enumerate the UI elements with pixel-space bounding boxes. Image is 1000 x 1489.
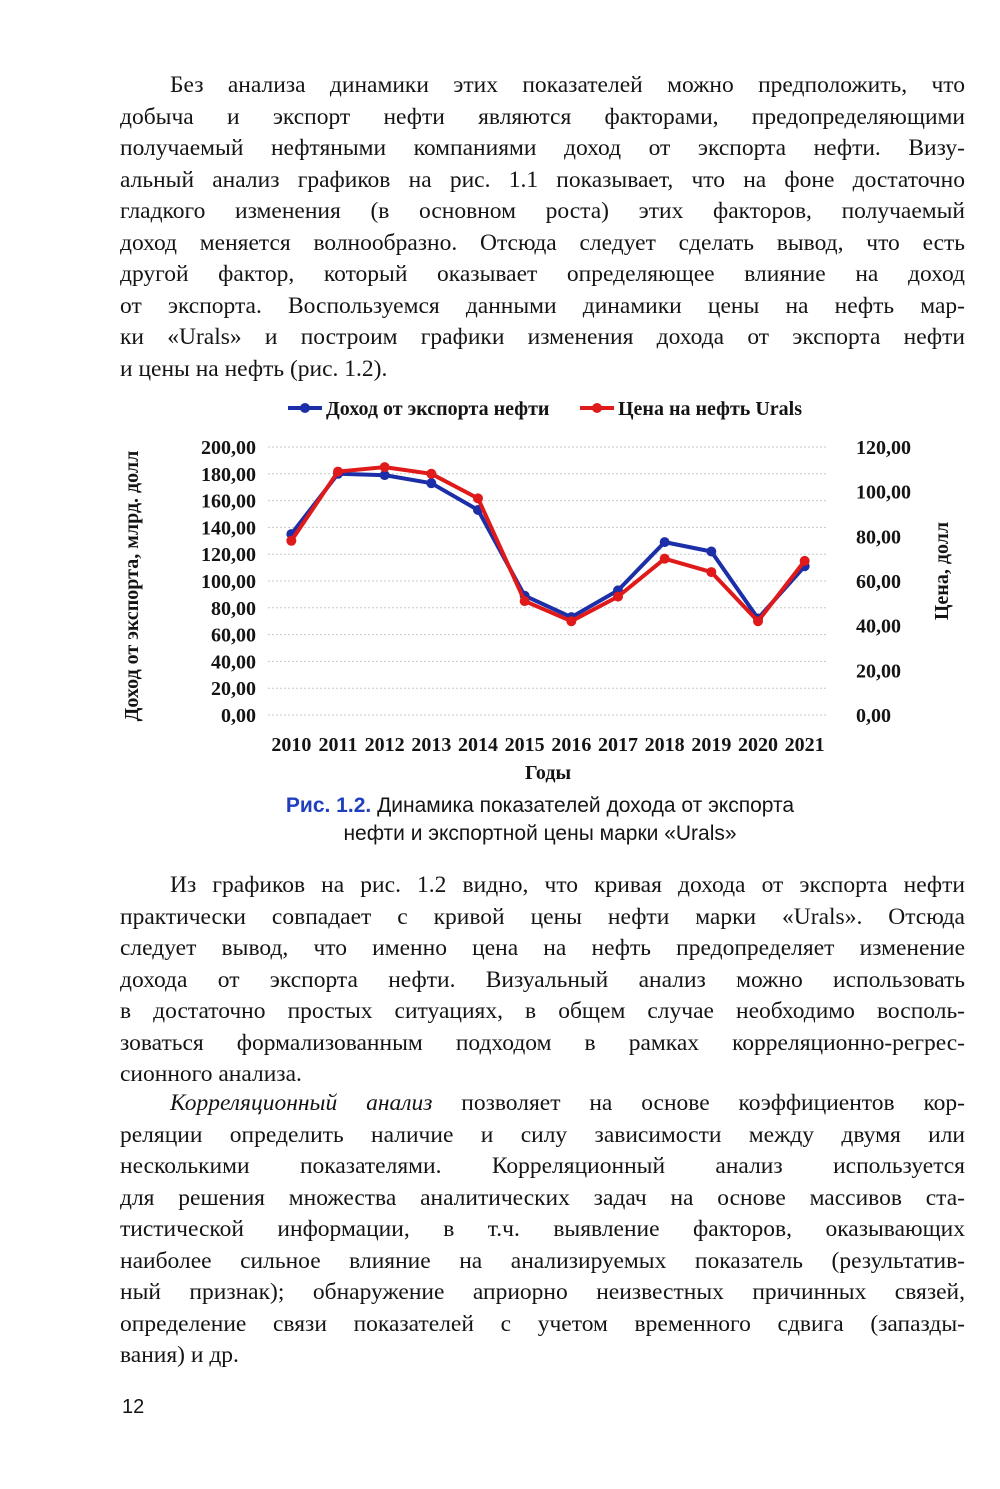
text-line: в достаточно простых ситуациях, в общем случае необходимо восполь-: [120, 998, 965, 1024]
data-point: [706, 547, 716, 557]
y-axis-title: Доход от экспорта, млрд. долл: [121, 450, 143, 722]
text-line: для решения множества аналитических задач на основе массивов ста-: [120, 1184, 965, 1211]
data-point: [753, 616, 763, 626]
y-tick-label: 80,00: [211, 597, 256, 620]
series-line: [291, 474, 804, 619]
text-line: реляции определить наличие и силу зависимости между двумя или: [120, 1121, 965, 1148]
x-tick-label: 2018: [644, 734, 685, 756]
data-point: [520, 596, 530, 606]
page-number: 12: [122, 1396, 145, 1418]
y2-tick-label: 20,00: [856, 660, 901, 683]
line-chart: [110, 390, 970, 790]
x-tick-label: 2012: [364, 734, 405, 756]
text-line: дохода от экспорта нефти. Визуальный анализ можно использовать: [120, 966, 965, 993]
data-point: [286, 536, 296, 546]
text-line: вания) и др.: [120, 1342, 239, 1368]
text-line: получаемый нефтяными компаниями доход от экспорта нефти. Визу-: [120, 135, 965, 161]
text-line: альный анализ графиков на рис. 1.1 показывает, что на фоне достаточно: [120, 166, 965, 193]
term-correlation-analysis: Корреляционный анализ: [170, 1090, 433, 1116]
paragraph-conclusion: [120, 870, 965, 1091]
text-line: Из графиков на рис. 1.2 видно, что кривая дохода от экспорта нефти: [170, 872, 965, 898]
x-tick-label: 2011: [318, 734, 358, 756]
text-line: следует вывод, что именно цена на нефть предопределяет изменение: [120, 935, 965, 961]
y-tick-label: 0,00: [221, 705, 256, 727]
x-tick-label: 2010: [271, 734, 312, 756]
paragraph-intro: [120, 70, 965, 385]
y-tick-label: 140,00: [201, 517, 256, 540]
text-line: практически совпадает с кривой цены нефти марки «Urals». Отсюда: [120, 903, 965, 930]
data-point: [566, 616, 576, 626]
data-point: [426, 469, 436, 479]
data-point: [660, 537, 670, 547]
y2-tick-label: 60,00: [856, 571, 901, 593]
data-point: [333, 467, 343, 477]
text-line: доход меняется волнообразно. Отсюда следует сделать вывод, что есть: [120, 229, 965, 256]
legend-swatch-marker: [300, 403, 310, 413]
caption-line-1: Динамика показателей дохода от экспорта: [377, 794, 795, 817]
x-axis-title: Годы: [524, 762, 572, 784]
x-tick-label: 2014: [458, 734, 498, 756]
y-tick-label: 40,00: [211, 651, 256, 674]
text-line: зоваться формализованным подходом в рамках корреляционно-регрес-: [120, 1029, 965, 1056]
y2-tick-label: 100,00: [856, 481, 911, 504]
y2-tick-label: 120,00: [856, 437, 911, 459]
text-line: другой фактор, который оказывает определяющее влияние на доход: [120, 261, 965, 287]
data-point: [660, 554, 670, 564]
y2-tick-label: 80,00: [856, 526, 901, 549]
x-tick-label: 2015: [504, 734, 545, 756]
text-line: от экспорта. Воспользуемся данными динамики цены на нефть мар-: [120, 292, 965, 319]
text-line: сионного анализа.: [120, 1061, 302, 1087]
legend-label: Цена на нефть Urals: [618, 398, 803, 420]
text-line: добыча и экспорт нефти являются факторами, предопределяющими: [120, 103, 965, 130]
data-point: [426, 478, 436, 488]
text-line: гладкого изменения (в основном роста) этих факторов, получаемый: [120, 198, 965, 224]
data-point: [473, 493, 483, 503]
text-line: определение связи показателей с учетом временного сдвига (запазды-: [120, 1310, 965, 1337]
text-line: тистической информации, в т.ч. выявление факторов, оказывающих: [120, 1216, 965, 1242]
text-line: ный признак); обнаружение априорно неизвестных причинных связей,: [120, 1279, 965, 1305]
x-tick-label: 2013: [411, 734, 452, 756]
x-tick-label: 2020: [738, 734, 778, 756]
y2-axis-title: Цена, долл: [931, 521, 953, 621]
text-line: наиболее сильное влияние на анализируемых показатель (результатив-: [120, 1247, 965, 1274]
y2-tick-label: 0,00: [856, 705, 891, 727]
y-tick-label: 120,00: [201, 544, 256, 567]
data-point: [800, 556, 810, 566]
text-line: Без анализа динамики этих показателей можно предположить, что: [170, 72, 965, 98]
figure-chart: [110, 390, 970, 790]
series-line: [291, 467, 804, 621]
y2-tick-label: 40,00: [856, 615, 901, 638]
figure-caption: [200, 792, 880, 848]
text-line: Корреляционный анализ позволяет на основе коэффициентов кор-: [170, 1090, 965, 1116]
caption-line-2: нефти и экспортной цены марки «Urals»: [343, 822, 737, 845]
text-line: и цены на нефть (рис. 1.2).: [120, 355, 388, 382]
paragraph-correlation: [120, 1088, 965, 1372]
y-tick-label: 20,00: [211, 678, 256, 701]
figure-label: Рис. 1.2.: [285, 794, 372, 817]
y-tick-label: 160,00: [201, 490, 256, 513]
data-point: [613, 592, 623, 602]
text-line: ки «Urals» и построим графики изменения дохода от экспорта нефти: [120, 324, 965, 350]
x-tick-label: 2019: [691, 734, 732, 756]
y-tick-label: 60,00: [211, 624, 256, 647]
x-tick-label: 2021: [784, 734, 825, 756]
y-tick-label: 100,00: [201, 571, 256, 593]
legend-label: Доход от экспорта нефти: [326, 398, 550, 420]
x-tick-label: 2016: [551, 734, 592, 756]
y-tick-label: 200,00: [201, 437, 256, 459]
y-tick-label: 180,00: [201, 463, 256, 486]
x-tick-label: 2017: [598, 734, 638, 756]
legend-swatch-marker: [592, 403, 602, 413]
data-point: [380, 462, 390, 472]
text-line: несколькими показателями. Корреляционный анализ используется: [120, 1153, 965, 1179]
data-point: [706, 567, 716, 577]
